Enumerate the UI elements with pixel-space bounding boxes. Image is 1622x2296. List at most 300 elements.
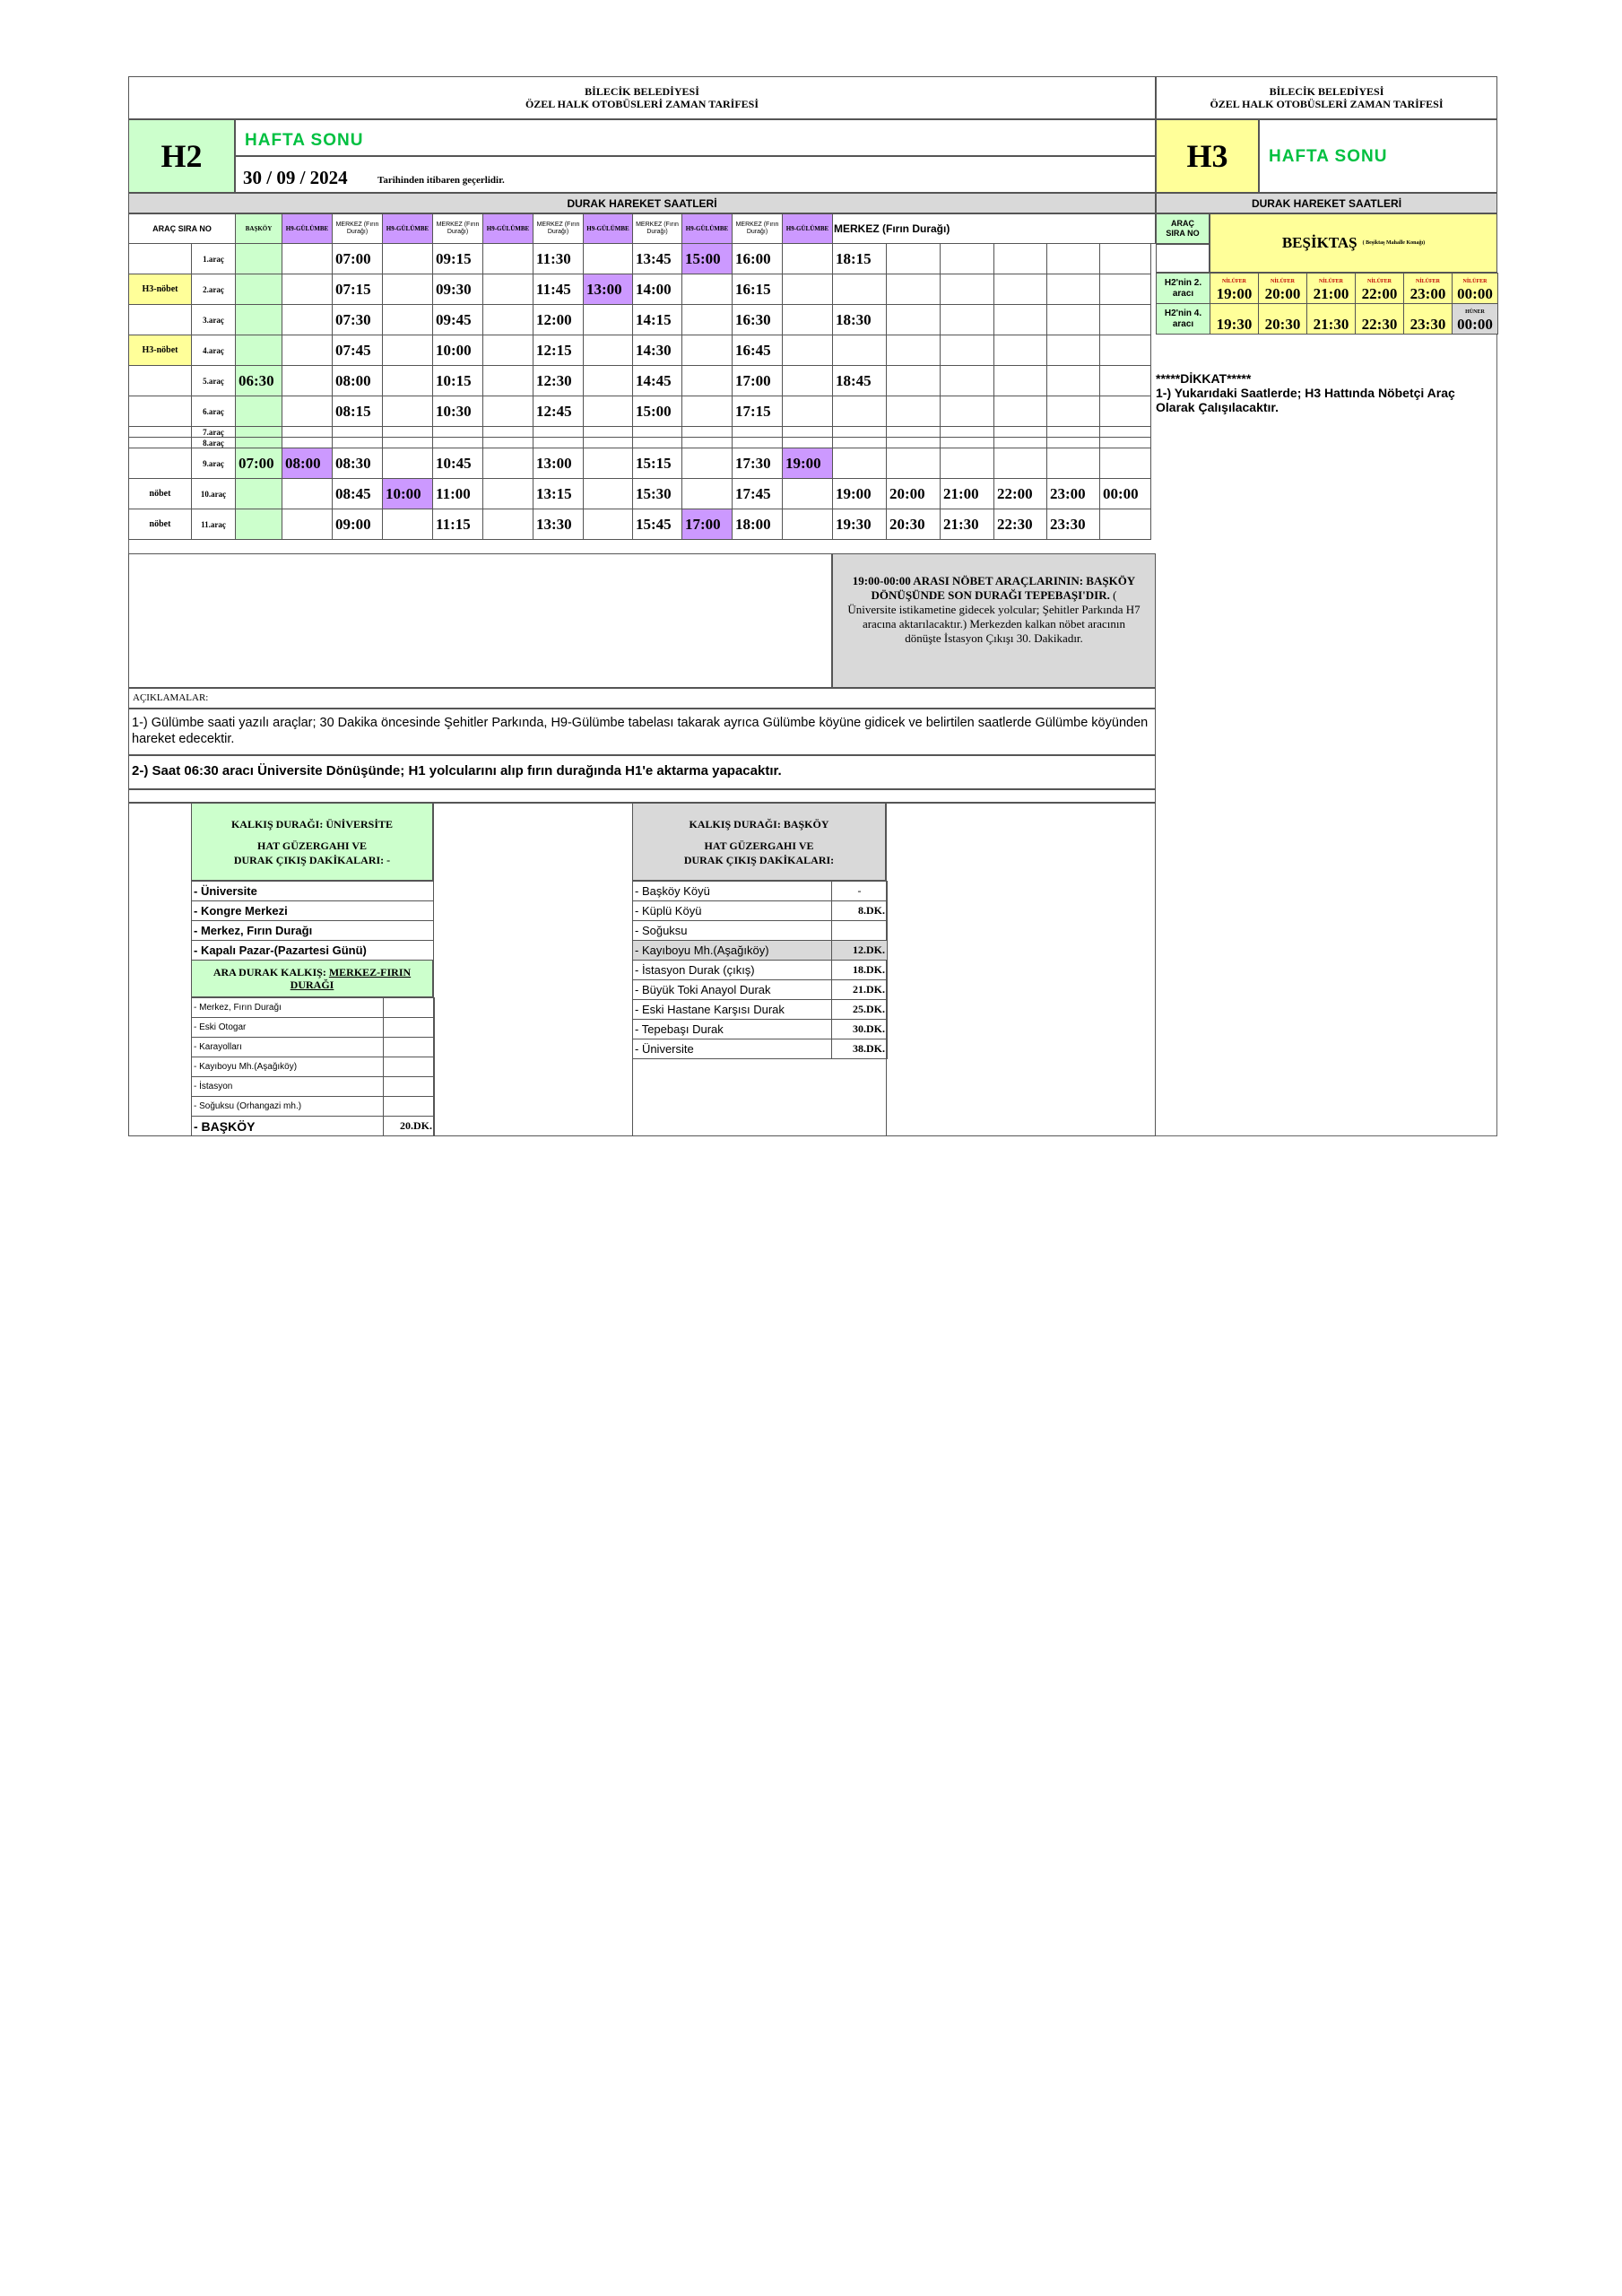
stop-name: - Merkez, Fırın Durağı (192, 921, 434, 941)
route-baskoy-header (632, 803, 886, 881)
vehicle-no: 3.araç (192, 305, 236, 335)
time-cell (483, 427, 533, 438)
driver-tag: NİLÜFER (1366, 279, 1392, 284)
time-cell (633, 427, 682, 438)
time-cell: 12:15 (533, 335, 584, 366)
time-cell (333, 438, 383, 448)
time-cell (483, 479, 533, 509)
vehicle-no: 4.araç (192, 335, 236, 366)
col-header: H9-GÜLÜMBE (783, 214, 833, 244)
stop-minute (384, 1057, 435, 1077)
time-cell: 17:45 (733, 479, 783, 509)
time-cell (941, 366, 994, 396)
time-cell (1100, 366, 1151, 396)
h3-blank-cell (1156, 244, 1210, 273)
day-type: HAFTA SONU (1269, 147, 1388, 166)
route-uni-substops (191, 997, 435, 1136)
time-cell (682, 366, 733, 396)
time-value: 21:00 (1313, 285, 1349, 302)
time-value: 22:30 (1361, 316, 1398, 333)
stop-minute (384, 1077, 435, 1097)
time-cell: 09:45 (433, 305, 483, 335)
time-cell: 12:00 (533, 305, 584, 335)
list-item (192, 882, 434, 901)
time-cell: 11:00 (433, 479, 483, 509)
time-cell (433, 427, 483, 438)
stop-name: - Kayıboyu Mh.(Aşağıköy) (192, 1057, 384, 1077)
time-cell (887, 427, 941, 438)
time-cell (1100, 438, 1151, 448)
time-value: 00:00 (1457, 285, 1493, 302)
time-cell: 15:00 (682, 244, 733, 274)
h3-warning (1156, 371, 1496, 414)
time-cell: 09:15 (433, 244, 483, 274)
stop-name: - Soğuksu (633, 921, 832, 941)
route-uni-subtitle: HAT GÜZERGAHI VE (256, 839, 368, 852)
stop-name: - Karayolları (192, 1038, 384, 1057)
time-cell: 13:00 (533, 448, 584, 479)
time-cell: 11:30 (533, 244, 584, 274)
time-cell (282, 274, 333, 305)
time-cell (783, 305, 833, 335)
time-cell (584, 479, 633, 509)
time-cell (1100, 509, 1151, 540)
driver-tag: NİLÜFER (1270, 279, 1295, 284)
time-cell (887, 366, 941, 396)
notes-title-row (128, 688, 1156, 709)
time-cell (887, 448, 941, 479)
time-cell (783, 427, 833, 438)
time-cell (994, 448, 1047, 479)
time-cell (994, 305, 1047, 335)
stop-note: ( Beşiktaş Mahalle Konağı) (1362, 240, 1426, 246)
time-cell: 14:45 (633, 366, 682, 396)
col-header: MERKEZ (Fırın Durağı) (433, 214, 483, 244)
time-cell (994, 438, 1047, 448)
time-cell: 19:00 (833, 479, 887, 509)
list-item (192, 921, 434, 941)
time-cell: 08:00 (333, 366, 383, 396)
section-title: DURAK HAREKET SAATLERİ (1251, 196, 1402, 210)
h3-day-type (1259, 119, 1497, 193)
time-cell (1100, 427, 1151, 438)
time-cell (1047, 366, 1100, 396)
substop-title: ARA DURAK KALKIŞ: (213, 966, 329, 978)
table-row (129, 335, 1156, 366)
time-cell (833, 448, 887, 479)
line-code: H2 (160, 138, 203, 174)
time-cell: 16:00 (733, 244, 783, 274)
table-row (129, 438, 1156, 448)
time-cell: 13:00 (584, 274, 633, 305)
stop-minute (384, 1018, 435, 1038)
time-cell: 14:00 (633, 274, 682, 305)
time-cell (833, 274, 887, 305)
h2-header-row (129, 214, 1156, 244)
time-cell: 00:00 (1100, 479, 1151, 509)
stop-name: - Kapalı Pazar-(Pazartesi Günü) (192, 941, 434, 961)
h2-line-code (128, 119, 235, 193)
stop-name: BEŞİKTAŞ (1281, 234, 1357, 251)
night-note-bold: 19:00-00:00 ARASI NÖBET ARAÇLARININ: BAŞKÖY DÖNÜŞÜNDE SON DURAĞI TEPEBAŞI'DIR. (852, 574, 1136, 602)
time-cell (483, 366, 533, 396)
time-cell: 20:00 (887, 479, 941, 509)
time-cell: 21:30 (941, 509, 994, 540)
vehicle-no: 8.araç (192, 438, 236, 448)
stop-name: - Kayıboyu Mh.(Aşağıköy) (633, 941, 832, 961)
vehicle-no: 10.araç (192, 479, 236, 509)
time-cell (1259, 304, 1307, 335)
note-2-text: 2-) Saat 06:30 aracı Üniversite Dönüşünde; H1 yolcularını alıp fırın durağında H1'e aktarma yapacaktır. (132, 763, 782, 778)
time-cell: 18:00 (733, 509, 783, 540)
h2-org-header (128, 76, 1156, 119)
warning-text: 1-) Yukarıdaki Saatlerde; H3 Hattında Nöbetçi Araç Olarak Çalışılacaktır. (1156, 386, 1455, 414)
col-header-vehicle: ARAÇ SIRA NO (129, 214, 236, 244)
time-cell (682, 438, 733, 448)
time-cell (1047, 305, 1100, 335)
vehicle-no: 1.araç (192, 244, 236, 274)
time-cell (994, 366, 1047, 396)
time-cell (1453, 304, 1498, 335)
vehicle-no: 6.araç (192, 396, 236, 427)
time-cell (282, 244, 333, 274)
time-cell (994, 396, 1047, 427)
list-item (192, 1057, 435, 1077)
col-header: MERKEZ (Fırın Durağı) (333, 214, 383, 244)
stop-minute: 38.DK. (832, 1039, 888, 1059)
time-cell (1100, 335, 1151, 366)
time-cell (282, 335, 333, 366)
time-cell (1100, 305, 1151, 335)
h3-vehicle-col-header (1156, 213, 1210, 244)
table-row (1157, 274, 1498, 304)
time-cell (483, 335, 533, 366)
time-cell (236, 274, 282, 305)
time-cell (584, 366, 633, 396)
time-cell (887, 335, 941, 366)
time-cell (941, 396, 994, 427)
time-cell: 21:00 (941, 479, 994, 509)
time-cell (682, 479, 733, 509)
row-label (129, 244, 192, 274)
time-cell (383, 396, 433, 427)
time-cell (783, 335, 833, 366)
stop-minute (384, 1038, 435, 1057)
time-cell: 16:30 (733, 305, 783, 335)
time-cell (887, 305, 941, 335)
time-cell (994, 335, 1047, 366)
time-cell (783, 244, 833, 274)
row-label (129, 366, 192, 396)
route-baskoy-subtitle-2: DURAK ÇIKIŞ DAKİKALARI: (683, 853, 835, 866)
time-cell: 11:45 (533, 274, 584, 305)
table-row (129, 274, 1156, 305)
driver-tag: NİLÜFER (1462, 279, 1488, 284)
time-cell (682, 427, 733, 438)
time-cell (584, 448, 633, 479)
time-cell (584, 244, 633, 274)
route-uni-header (191, 803, 433, 881)
time-cell (783, 366, 833, 396)
stop-minute (384, 998, 435, 1018)
table-row (129, 396, 1156, 427)
row-label: nöbet (129, 479, 192, 509)
org-name: BİLECİK BELEDİYESİ (585, 85, 699, 98)
time-cell: 07:15 (333, 274, 383, 305)
col-header: H9-GÜLÜMBE (282, 214, 333, 244)
time-cell: 18:45 (833, 366, 887, 396)
time-cell (682, 305, 733, 335)
list-item (192, 1077, 435, 1097)
time-cell: 14:15 (633, 305, 682, 335)
row-label (129, 396, 192, 427)
time-cell (236, 479, 282, 509)
route-uni-stops (191, 881, 434, 961)
time-cell (994, 427, 1047, 438)
time-cell: 12:45 (533, 396, 584, 427)
time-cell (236, 438, 282, 448)
route-uni-substop-header (191, 960, 433, 997)
time-cell (1047, 427, 1100, 438)
time-cell: 09:00 (333, 509, 383, 540)
time-cell (1047, 274, 1100, 305)
time-cell (584, 438, 633, 448)
vehicle-col-label: ARAÇ SIRA NO (1166, 219, 1200, 238)
time-cell (1100, 274, 1151, 305)
h3-section-title (1156, 193, 1497, 213)
time-cell (1047, 396, 1100, 427)
org-name: BİLECİK BELEDİYESİ (1269, 85, 1384, 98)
time-cell (941, 427, 994, 438)
time-cell: 23:30 (1047, 509, 1100, 540)
time-value: 20:30 (1264, 316, 1301, 333)
time-cell: 10:15 (433, 366, 483, 396)
time-cell: 15:15 (633, 448, 682, 479)
stop-name: - Eski Hastane Karşısı Durak (633, 1000, 832, 1020)
time-cell (584, 509, 633, 540)
note-2 (128, 755, 1156, 789)
time-cell: 19:00 (783, 448, 833, 479)
time-cell (236, 305, 282, 335)
time-cell: 13:45 (633, 244, 682, 274)
time-cell (483, 448, 533, 479)
stop-minute (832, 921, 888, 941)
note-1 (128, 709, 1156, 755)
time-cell (887, 438, 941, 448)
stop-name: - Eski Otogar (192, 1018, 384, 1038)
time-cell (333, 427, 383, 438)
time-cell (783, 479, 833, 509)
row-label (129, 448, 192, 479)
time-cell: 23:00 (1047, 479, 1100, 509)
time-cell (236, 244, 282, 274)
time-cell (994, 244, 1047, 274)
time-value: 23:00 (1409, 285, 1446, 302)
org-subtitle: ÖZEL HALK OTOBÜSLERİ ZAMAN TARİFESİ (1210, 98, 1444, 110)
notes-title: AÇIKLAMALAR: (133, 692, 209, 703)
time-value: 22:00 (1361, 285, 1398, 302)
stop-minute: 20.DK. (384, 1117, 435, 1136)
time-cell: 18:30 (833, 305, 887, 335)
h2-section-title (128, 193, 1156, 213)
list-item (633, 882, 888, 901)
list-item (192, 1117, 435, 1136)
note-left-blank (128, 553, 832, 688)
time-cell (783, 438, 833, 448)
time-cell: 08:00 (282, 448, 333, 479)
time-cell (783, 274, 833, 305)
time-cell (1100, 448, 1151, 479)
table-row (129, 509, 1156, 540)
time-cell (733, 427, 783, 438)
time-cell (383, 335, 433, 366)
time-cell: 16:45 (733, 335, 783, 366)
time-cell (584, 305, 633, 335)
vehicle-no: 2.araç (192, 274, 236, 305)
time-cell (783, 509, 833, 540)
time-cell (383, 274, 433, 305)
time-cell: 22:00 (994, 479, 1047, 509)
time-cell (941, 335, 994, 366)
stop-minute: 12.DK. (832, 941, 888, 961)
time-cell (433, 438, 483, 448)
col-header: H9-GÜLÜMBE (682, 214, 733, 244)
vehicle-no: H2'nin 2. aracı (1157, 274, 1210, 304)
day-type: HAFTA SONU (245, 131, 364, 150)
time-cell (383, 427, 433, 438)
route-uni-title: KALKIŞ DURAĞI: ÜNİVERSİTE (230, 817, 394, 831)
time-cell (833, 396, 887, 427)
time-cell (483, 244, 533, 274)
night-note-text: ( Üniversite istikametine gidecek yolcular; Şehitler Parkında H7 aracına aktarılacaktır.) Merkezden kalkan nöbet aracının dönüşte İstasyon Çıkışı 30. Dakikadır. (847, 588, 1141, 645)
row-label (129, 427, 192, 438)
time-cell (483, 396, 533, 427)
time-cell (1100, 396, 1151, 427)
note-1-text: 1-) Gülümbe saati yazılı araçlar; 30 Dakika öncesinde Şehitler Parkında, H9-Gülümbe tabelası takarak ayrıca Gülümbe köyüne gidicek ve belirtilen saatlerde Gülümbe köyünden hareket edecektir. (132, 716, 1149, 746)
time-cell: 10:00 (383, 479, 433, 509)
time-cell (282, 396, 333, 427)
h2-validity (235, 156, 1156, 193)
list-item (192, 998, 435, 1018)
time-cell: 17:00 (682, 509, 733, 540)
time-cell (994, 274, 1047, 305)
time-cell (282, 427, 333, 438)
time-cell: 19:30 (833, 509, 887, 540)
stop-minute (384, 1097, 435, 1117)
route-baskoy-title: KALKIŞ DURAĞI: BAŞKÖY (689, 817, 829, 831)
time-cell: 14:30 (633, 335, 682, 366)
row-label: nöbet (129, 509, 192, 540)
table-row (129, 305, 1156, 335)
list-item (192, 1038, 435, 1057)
table-row (129, 366, 1156, 396)
time-cell (1047, 244, 1100, 274)
time-value: 00:00 (1457, 316, 1493, 333)
table-row (129, 448, 1156, 479)
col-header: MERKEZ (Fırın Durağı) (533, 214, 584, 244)
time-cell (282, 509, 333, 540)
time-cell: 11:15 (433, 509, 483, 540)
time-cell (941, 274, 994, 305)
time-value: 19:00 (1216, 285, 1253, 302)
time-cell (633, 438, 682, 448)
time-cell (1307, 274, 1356, 304)
col-header: H9-GÜLÜMBE (383, 214, 433, 244)
time-cell (1453, 274, 1498, 304)
list-item (192, 901, 434, 921)
time-cell (1210, 274, 1259, 304)
time-cell (236, 427, 282, 438)
h3-schedule-table (1156, 273, 1498, 335)
time-cell (483, 438, 533, 448)
time-cell (682, 335, 733, 366)
time-cell: 10:30 (433, 396, 483, 427)
stop-name: - Başköy Köyü (633, 882, 832, 901)
time-cell (941, 448, 994, 479)
night-duty-note (832, 553, 1156, 688)
table-row (129, 479, 1156, 509)
stop-name: - Merkez, Fırın Durağı (192, 998, 384, 1018)
time-cell: 10:45 (433, 448, 483, 479)
time-cell (533, 427, 584, 438)
stop-minute: 30.DK. (832, 1020, 888, 1039)
stop-minute: - (832, 882, 888, 901)
time-cell (383, 448, 433, 479)
line-code: H3 (1186, 138, 1228, 174)
h3-stop-header (1210, 213, 1497, 273)
time-cell (733, 438, 783, 448)
time-cell (533, 438, 584, 448)
spacer-row (128, 789, 1156, 803)
time-cell (383, 509, 433, 540)
time-cell: 06:30 (236, 366, 282, 396)
time-cell (833, 335, 887, 366)
vehicle-no: 7.araç (192, 427, 236, 438)
org-subtitle: ÖZEL HALK OTOBÜSLERİ ZAMAN TARİFESİ (525, 98, 759, 110)
route-baskoy-subtitle: HAT GÜZERGAHI VE (704, 839, 814, 852)
validity-date: 30 / 09 / 2024 (243, 167, 348, 188)
list-item (633, 941, 888, 961)
vehicle-no: 5.araç (192, 366, 236, 396)
list-item (633, 921, 888, 941)
time-cell (483, 305, 533, 335)
driver-tag: NİLÜFER (1221, 279, 1246, 284)
time-cell (584, 396, 633, 427)
stop-name: - Kongre Merkezi (192, 901, 434, 921)
list-item (192, 1018, 435, 1038)
table-row (129, 427, 1156, 438)
row-label: H3-nöbet (129, 274, 192, 305)
list-item (633, 1000, 888, 1020)
substop-title-stop: MERKEZ-FIRIN DURAĞI (290, 966, 412, 991)
row-label: H3-nöbet (129, 335, 192, 366)
time-cell: 12:30 (533, 366, 584, 396)
time-cell (282, 366, 333, 396)
time-cell (236, 396, 282, 427)
list-item (633, 980, 888, 1000)
stop-name: - Üniversite (192, 882, 434, 901)
stop-name: - Büyük Toki Anayol Durak (633, 980, 832, 1000)
list-item (633, 961, 888, 980)
stop-minute: 8.DK. (832, 901, 888, 921)
col-header: H9-GÜLÜMBE (584, 214, 633, 244)
stop-name: - Küplü Köyü (633, 901, 832, 921)
table-row (129, 244, 1156, 274)
time-cell (682, 448, 733, 479)
driver-tag: NİLÜFER (1415, 279, 1440, 284)
row-label (129, 305, 192, 335)
vehicle-no: 11.araç (192, 509, 236, 540)
